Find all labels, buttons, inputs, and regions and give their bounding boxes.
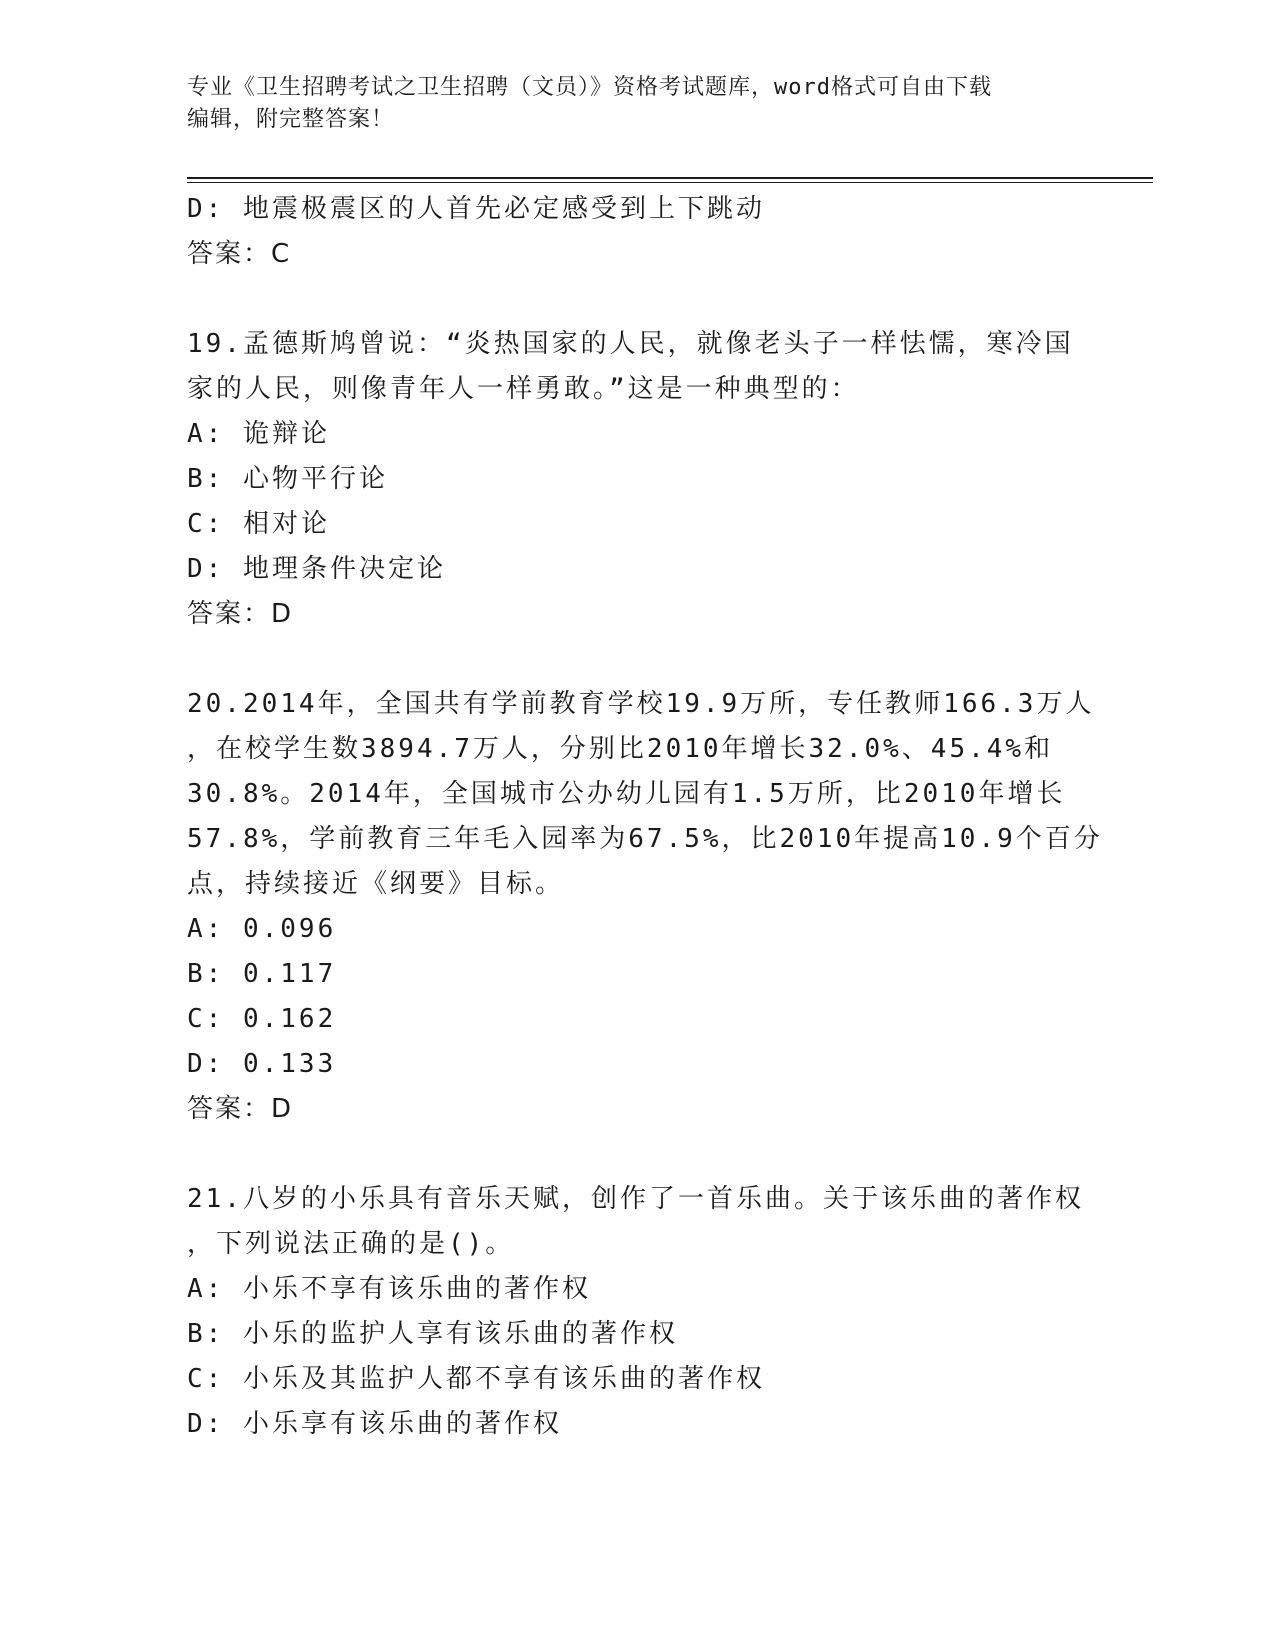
option-c: C: 相对论 [187, 509, 330, 539]
question-text-line: ，在校学生数3894.7万人，分别比2010年增长32.0%、45.4%和 [187, 734, 1054, 764]
question-19 [187, 322, 1087, 637]
question-content [187, 187, 1103, 1447]
answer: 答案：D [187, 1094, 294, 1124]
option-b: B: 小乐的监护人享有该乐曲的著作权 [187, 1319, 678, 1349]
option-a: A: 0.096 [187, 914, 337, 944]
option-b: B: 心物平行论 [187, 464, 388, 494]
spacer [187, 277, 1087, 322]
option-c: C: 小乐及其监护人都不享有该乐曲的著作权 [187, 1364, 765, 1394]
option-a: A: 小乐不享有该乐曲的著作权 [187, 1274, 591, 1304]
document-header [187, 72, 1087, 136]
header-line-1: 专业《卫生招聘考试之卫生招聘（文员）》资格考试题库，word格式可自由下载 [187, 75, 992, 100]
option-d: D: 0.133 [187, 1049, 337, 1079]
option-a: A: 诡辩论 [187, 419, 330, 449]
question-21 [187, 1177, 1087, 1447]
option-d: D: 小乐享有该乐曲的著作权 [187, 1409, 562, 1439]
option-d: D: 地理条件决定论 [187, 554, 446, 584]
question-text-line: 30.8%。2014年，全国城市公办幼儿园有1.5万所，比2010年增长 [187, 779, 1066, 809]
question-text-line: 20.2014年，全国共有学前教育学校19.9万所，专任教师166.3万人 [187, 689, 1095, 719]
answer: 答案：C [187, 239, 292, 269]
question-20 [187, 682, 1103, 1132]
option-b: B: 0.117 [187, 959, 337, 989]
header-line-2: 编辑，附完整答案！ [187, 107, 395, 132]
spacer [187, 1132, 1087, 1177]
header-divider-thin [187, 182, 1153, 183]
question-text-line: 点，持续接近《纲要》目标。 [187, 869, 565, 899]
question-text-line: 21.八岁的小乐具有音乐天赋，创作了一首乐曲。关于该乐曲的著作权 [187, 1184, 1084, 1214]
answer: 答案：D [187, 599, 294, 629]
question-text-line: ，下列说法正确的是()。 [187, 1229, 515, 1259]
header-divider-thick [187, 177, 1153, 179]
option-d: D: 地震极震区的人首先必定感受到上下跳动 [187, 194, 765, 224]
question-text-line: 19.孟德斯鸠曾说：“炎热国家的人民，就像老头子一样怯懦，寒冷国 [187, 329, 1074, 359]
question-text-line: 57.8%，学前教育三年毛入园率为67.5%，比2010年提高10.9个百分 [187, 824, 1103, 854]
option-c: C: 0.162 [187, 1004, 337, 1034]
question-text-line: 家的人民，则像青年人一样勇敢。”这是一种典型的： [187, 374, 860, 404]
question-18-tail [187, 187, 1087, 277]
spacer [187, 637, 1087, 682]
